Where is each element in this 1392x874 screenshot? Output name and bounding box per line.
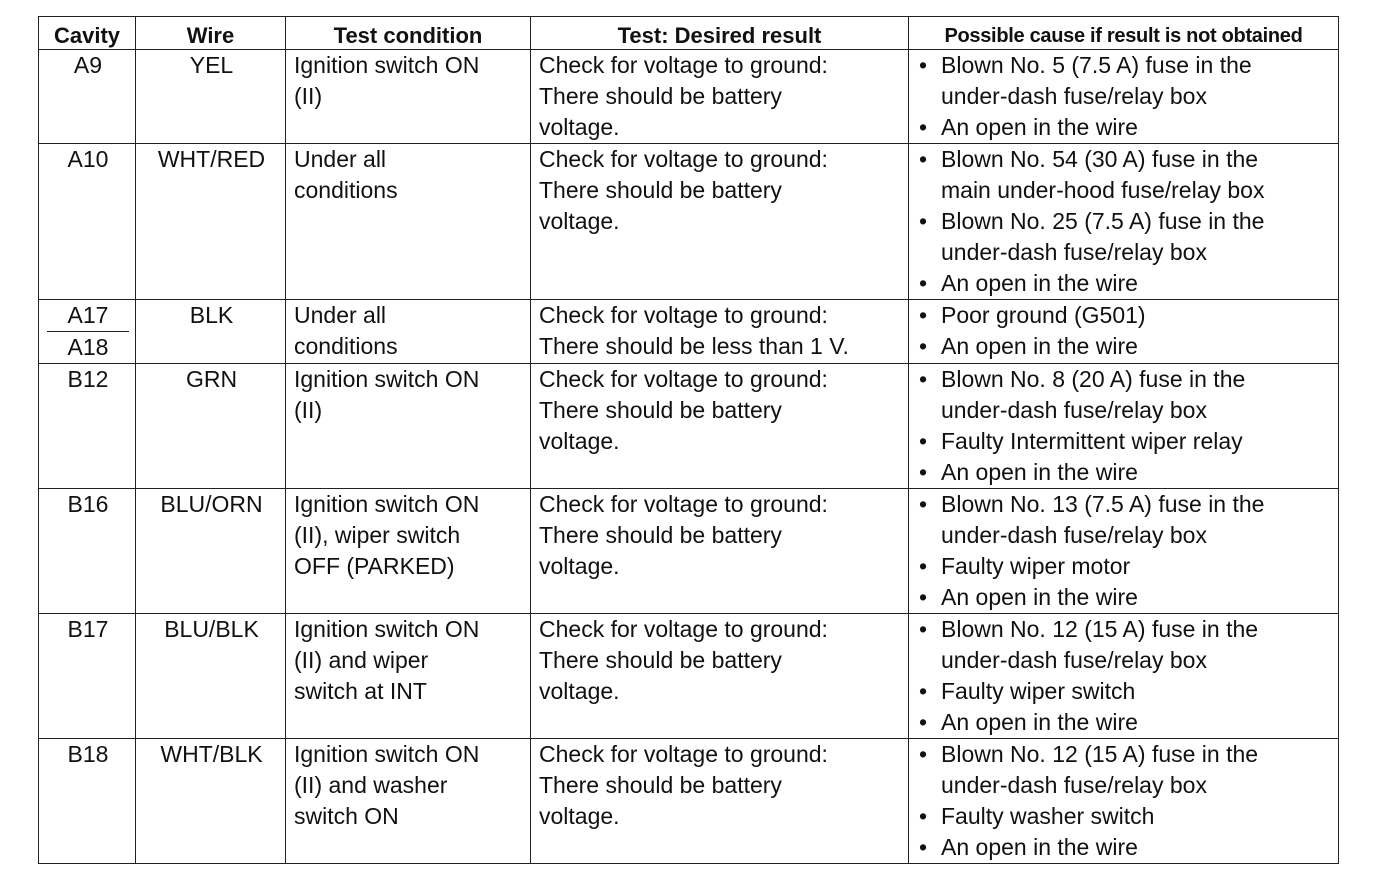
cause-item: • Blown No. 12 (15 A) fuse in the under-dash fuse/relay box — [917, 739, 1332, 801]
cause-item: • Faulty wiper motor — [917, 551, 1332, 582]
table-row — [39, 739, 1339, 864]
cause-item: • An open in the wire — [917, 832, 1332, 863]
cause-item: • Blown No. 8 (20 A) fuse in the under-dash fuse/relay box — [917, 364, 1332, 426]
cause-item: • Faulty wiper switch — [917, 676, 1332, 707]
desired-result-cell: Check for voltage to ground: There should be battery voltage. — [531, 739, 909, 864]
table-row — [39, 614, 1339, 739]
wire-cell: BLU/BLK — [136, 614, 286, 739]
test-condition-cell: Ignition switch ON (II) — [286, 50, 531, 144]
table-row — [39, 144, 1339, 300]
cavity-a17: A17 — [47, 300, 129, 332]
cause-item: • An open in the wire — [917, 707, 1332, 738]
cavity-cell: B12 — [39, 364, 136, 489]
test-condition-cell: Ignition switch ON (II) and wiper switch at INT — [286, 614, 531, 739]
cause-item: • Blown No. 5 (7.5 A) fuse in the under-dash fuse/relay box — [917, 50, 1332, 112]
cause-item: • Blown No. 54 (30 A) fuse in the main under-hood fuse/relay box — [917, 144, 1332, 206]
cavity-a18: A18 — [67, 334, 109, 360]
cause-item: • An open in the wire — [917, 331, 1332, 362]
desired-result-cell: Check for voltage to ground: There should be less than 1 V. — [531, 300, 909, 364]
wire-cell: GRN — [136, 364, 286, 489]
cause-item: • Blown No. 25 (7.5 A) fuse in the under-dash fuse/relay box — [917, 206, 1332, 268]
wire-cell: YEL — [136, 50, 286, 144]
header-wire: Wire — [136, 17, 286, 50]
terminal-test-table — [38, 16, 1339, 864]
cause-list — [917, 300, 1332, 362]
wire-cell: WHT/RED — [136, 144, 286, 300]
desired-result-cell: Check for voltage to ground: There should be battery voltage. — [531, 614, 909, 739]
table-row — [39, 364, 1339, 489]
cause-list — [917, 739, 1332, 863]
test-condition-cell: Under all conditions — [286, 144, 531, 300]
cavity-cell: B16 — [39, 489, 136, 614]
header-desired-result: Test: Desired result — [531, 17, 909, 50]
header-cavity: Cavity — [39, 17, 136, 50]
cavity-cell: A9 — [39, 50, 136, 144]
test-condition-cell: Ignition switch ON (II) — [286, 364, 531, 489]
cause-item: • Poor ground (G501) — [917, 300, 1332, 331]
cause-item: • Faulty Intermittent wiper relay — [917, 426, 1332, 457]
desired-result-cell: Check for voltage to ground: There should be battery voltage. — [531, 489, 909, 614]
possible-cause-cell — [909, 739, 1339, 864]
wire-cell: BLK — [136, 300, 286, 364]
desired-result-cell: Check for voltage to ground: There should be battery voltage. — [531, 50, 909, 144]
cause-item: • An open in the wire — [917, 268, 1332, 299]
table-row — [39, 489, 1339, 614]
possible-cause-cell — [909, 300, 1339, 364]
cause-item: • An open in the wire — [917, 582, 1332, 613]
desired-result-cell: Check for voltage to ground: There should be battery voltage. — [531, 364, 909, 489]
header-possible-cause: Possible cause if result is not obtained — [909, 17, 1339, 50]
cause-item: • Blown No. 12 (15 A) fuse in the under-dash fuse/relay box — [917, 614, 1332, 676]
possible-cause-cell — [909, 50, 1339, 144]
table-row — [39, 50, 1339, 144]
header-test-condition: Test condition — [286, 17, 531, 50]
wire-cell: BLU/ORN — [136, 489, 286, 614]
cause-item: • An open in the wire — [917, 457, 1332, 488]
table-header-row — [39, 17, 1339, 50]
table-row — [39, 300, 1339, 364]
cause-list — [917, 489, 1332, 613]
possible-cause-cell — [909, 364, 1339, 489]
cause-item: • Blown No. 13 (7.5 A) fuse in the under-dash fuse/relay box — [917, 489, 1332, 551]
diagnostic-table-sheet — [38, 16, 1338, 864]
test-condition-cell: Under all conditions — [286, 300, 531, 364]
cause-list — [917, 364, 1332, 488]
wire-cell: WHT/BLK — [136, 739, 286, 864]
test-condition-cell: Ignition switch ON (II), wiper switch OFF (PARKED) — [286, 489, 531, 614]
cause-item: • An open in the wire — [917, 112, 1332, 143]
cavity-cell — [39, 300, 136, 364]
possible-cause-cell — [909, 144, 1339, 300]
cause-list — [917, 50, 1332, 143]
cavity-cell: A10 — [39, 144, 136, 300]
cause-item: • Faulty washer switch — [917, 801, 1332, 832]
possible-cause-cell — [909, 489, 1339, 614]
cause-list — [917, 144, 1332, 299]
desired-result-cell: Check for voltage to ground: There should be battery voltage. — [531, 144, 909, 300]
cavity-cell: B18 — [39, 739, 136, 864]
cavity-cell: B17 — [39, 614, 136, 739]
test-condition-cell: Ignition switch ON (II) and washer switch ON — [286, 739, 531, 864]
cause-list — [917, 614, 1332, 738]
possible-cause-cell — [909, 614, 1339, 739]
